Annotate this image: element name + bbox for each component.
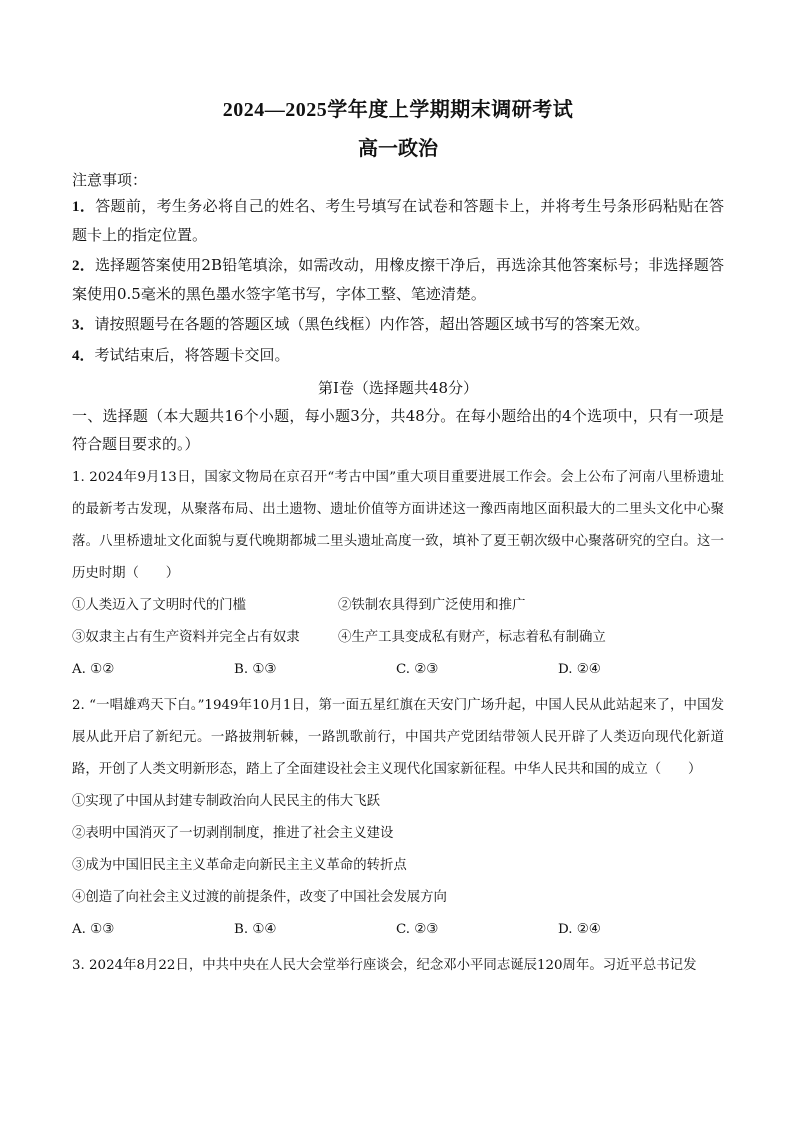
question-2-choice-a: A. ①③ (72, 922, 115, 937)
note-text: 考试结束后，将答题卡交回。 (94, 346, 290, 364)
question-1-statement-1: ①人类迈入了文明时代的门槛 (72, 598, 247, 613)
note-number: 3． (72, 317, 95, 333)
question-1-statement-3: ③奴隶主占有生产资料并完全占有奴隶 (72, 630, 300, 645)
exam-subject: 高一政治 (358, 136, 438, 160)
notes-heading: 注意事项： (72, 171, 148, 189)
question-2-statement-3: ③成为中国旧民主主义革命走向新民主主义革命的转折点 (72, 858, 407, 873)
question-3-stem: 3. 2024年8月22日，中共中央在人民大会堂举行座谈会，纪念邓小平同志诞辰120周年。习近平总书记发 (72, 958, 697, 973)
question-1-choice-b: B. ①③ (234, 662, 277, 677)
note-item (72, 192, 724, 249)
question-2-choice-d: D. ②④ (558, 922, 601, 937)
exam-page (72, 96, 724, 982)
note-item (72, 341, 724, 370)
note-text: 选择题答案使用2B铅笔填涂，如需改动，用橡皮擦干净后，再选涂其他答案标号；非选择题答案使用0.5毫米的黑色墨水签字笔书写，字体工整、笔迹清楚。 (72, 256, 724, 303)
question-1-choice-d: D. ②④ (558, 662, 601, 677)
question-1-choice-a: A. ①② (72, 662, 115, 677)
note-item (72, 251, 724, 308)
note-text: 请按照题号在各题的答题区域（黑色线框）内作答，超出答题区域书写的答案无效。 (94, 315, 650, 333)
question-2-statement-2: ②表明中国消灭了一切剥削制度，推进了社会主义建设 (72, 826, 394, 841)
question-1-stem: 1. 2024年9月13日，国家文物局在京召开“考古中国”重大项目重要进展工作会。会上公布了河南八里桥遗址的最新考古发现，从聚落布局、出土遗物、遗址价值等方面讲述这一豫西南地区面积最大的二里头文化中心聚落。八里桥遗址文化面貌与夏代晚期都城二里头遗址高度一致，填补了夏王朝次级中心聚落研究的空白。这一历史时期（ ） (72, 470, 724, 581)
question-1-statement-2: ②铁制农具得到广泛使用和推广 (338, 598, 526, 613)
question-1-options-row-2 (72, 622, 724, 654)
question-1-choice-c: C. ②③ (396, 662, 439, 677)
note-item (72, 310, 724, 339)
note-number: 4． (72, 348, 95, 364)
section-title: 第Ⅰ卷（选择题共48分） (317, 379, 478, 397)
note-text: 答题前，考生务必将自己的姓名、考生号填写在试卷和答题卡上，并将考生号条形码粘贴在答题卡上的指定位置。 (72, 197, 724, 244)
question-2-statement-1: ①实现了中国从封建专制政治向人民民主的伟大飞跃 (72, 794, 380, 809)
note-number: 2． (72, 258, 95, 274)
question-1-statement-4: ④生产工具变成私有财产，标志着私有制确立 (338, 630, 606, 645)
question-1-options-row-1 (72, 590, 724, 622)
question-2-choices (72, 914, 724, 946)
section-description: 一、选择题（本大题共16个小题，每小题3分，共48分。在每小题给出的4个选项中，只有一项是符合题目要求的。） (72, 407, 724, 453)
question-2-stem: 2. “一唱雄鸡天下白。”1949年10月1日，第一面五星红旗在天安门广场升起，中国人民从此站起来了，中国发展从此开启了新纪元。一路披荆斩棘，一路凯歌前行，中国共产党团结带领人民开辟了人类迈向现代化新道路，开创了人类文明新形态，踏上了全面建设社会主义现代化国家新征程。中华人民共和国的成立（ ） (72, 698, 724, 777)
question-1-choices (72, 654, 724, 686)
exam-title: 2024—2025学年度上学期期末调研考试 (222, 99, 574, 121)
question-2-choice-c: C. ②③ (396, 922, 439, 937)
question-2-statement-4: ④创造了向社会主义过渡的前提条件，改变了中国社会发展方向 (72, 890, 447, 905)
note-number: 1． (72, 199, 96, 215)
question-2-choice-b: B. ①④ (234, 922, 277, 937)
